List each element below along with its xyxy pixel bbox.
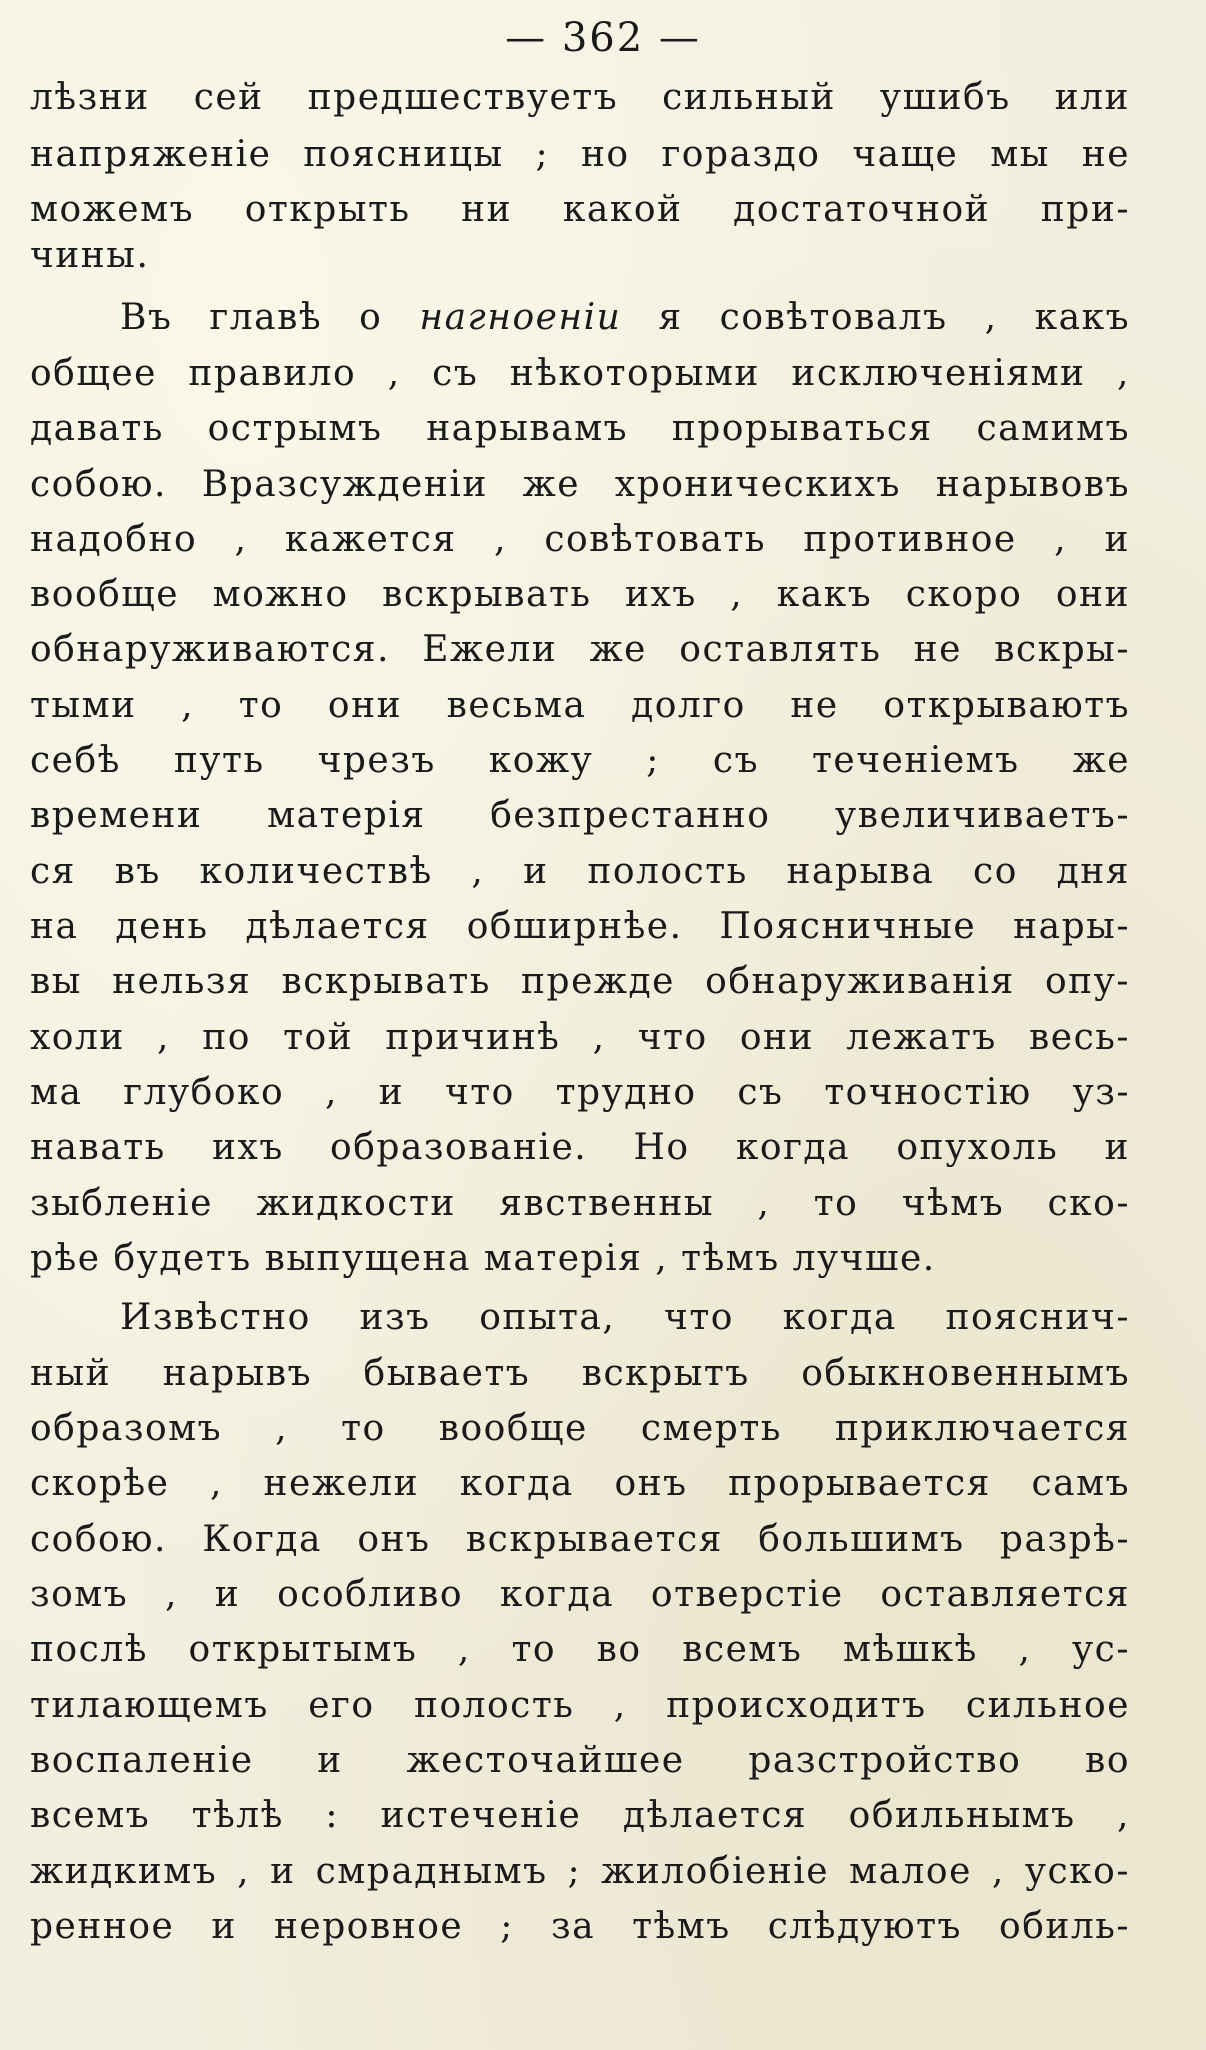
text-line: времени матерія безпрестанно увеличиваетъ- [30,795,1130,836]
text-line: давать острымъ нарывамъ прорываться самимъ [30,408,1130,449]
page-number: — 362 — [505,15,701,61]
text-line: напряженіе поясницы ; но гораздо чаще мы не [30,134,1130,175]
italic-term: нагноеніи [419,297,622,338]
text-line: себѣ путь чрезъ кожу ; съ теченіемъ же [30,740,1130,781]
text-line: собою. Когда онъ вскрывается большимъ разрѣ- [30,1519,1130,1560]
text-line: навать ихъ образованіе. Но когда опухоль и [30,1127,1130,1168]
text-line: обнаруживаются. Ежели же оставлять не вскры- [30,629,1130,670]
text-line-with-italic [120,297,1130,338]
text-line: жидкимъ , и смраднымъ ; жилобіеніе малое , уско- [30,1851,1130,1892]
text-line: Извѣстно изъ опыта, что когда пояснич- [120,1297,1130,1338]
text-line: чины. [30,235,150,276]
text-line: ный нарывъ бываетъ вскрытъ обыкновеннымъ [30,1353,1130,1394]
text-line: собою. Вразсужденіи же хроническихъ нарывовъ [30,464,1130,505]
text-segment: Въ главѣ о [120,297,420,338]
text-line: ренное и неровное ; за тѣмъ слѣдуютъ обиль- [30,1906,1130,1947]
text-line: тилающемъ его полость , происходитъ сильное [30,1685,1130,1726]
text-line: вы нельзя вскрывать прежде обнаруживанія опу- [30,961,1130,1002]
text-line: общее правило , съ нѣкоторыми исключеніями , [30,353,1130,394]
text-line: зомъ , и особливо когда отверстіе оставляется [30,1574,1130,1615]
text-line: образомъ , то вообще смерть приключается [30,1408,1130,1449]
text-line: всемъ тѣлѣ : истеченіе дѣлается обильнымъ , [30,1795,1130,1836]
text-line: на день дѣлается обширнѣе. Поясничные нары- [30,906,1130,947]
text-line: вообще можно вскрывать ихъ , какъ скоро они [30,574,1130,615]
text-line: ма глубоко , и что трудно съ точностію уз- [30,1072,1130,1113]
text-line: послѣ открытымъ , то во всемъ мѣшкѣ , ус- [30,1629,1130,1670]
text-line: рѣе будетъ выпущена матерія , тѣмъ лучше. [30,1238,936,1279]
text-line: зыбленіе жидкости явственны , то чѣмъ ско- [30,1183,1130,1224]
text-line: можемъ открыть ни какой достаточной при- [30,189,1130,230]
text-segment: я совѣтовалъ , какъ [621,297,1130,338]
text-line: воспаленіе и жесточайшее разстройство во [30,1740,1130,1781]
text-line: надобно , кажется , совѣтовать противное , и [30,519,1130,560]
text-line: лѣзни сей предшествуетъ сильный ушибъ или [30,77,1130,118]
text-line: скорѣе , нежели когда онъ прорывается самъ [30,1463,1130,1504]
text-line: холи , по той причинѣ , что они лежатъ весь- [30,1017,1130,1058]
text-line: ся въ количествѣ , и полость нарыва со дня [30,851,1130,892]
text-line: тыми , то они весьма долго не открываютъ [30,685,1130,726]
